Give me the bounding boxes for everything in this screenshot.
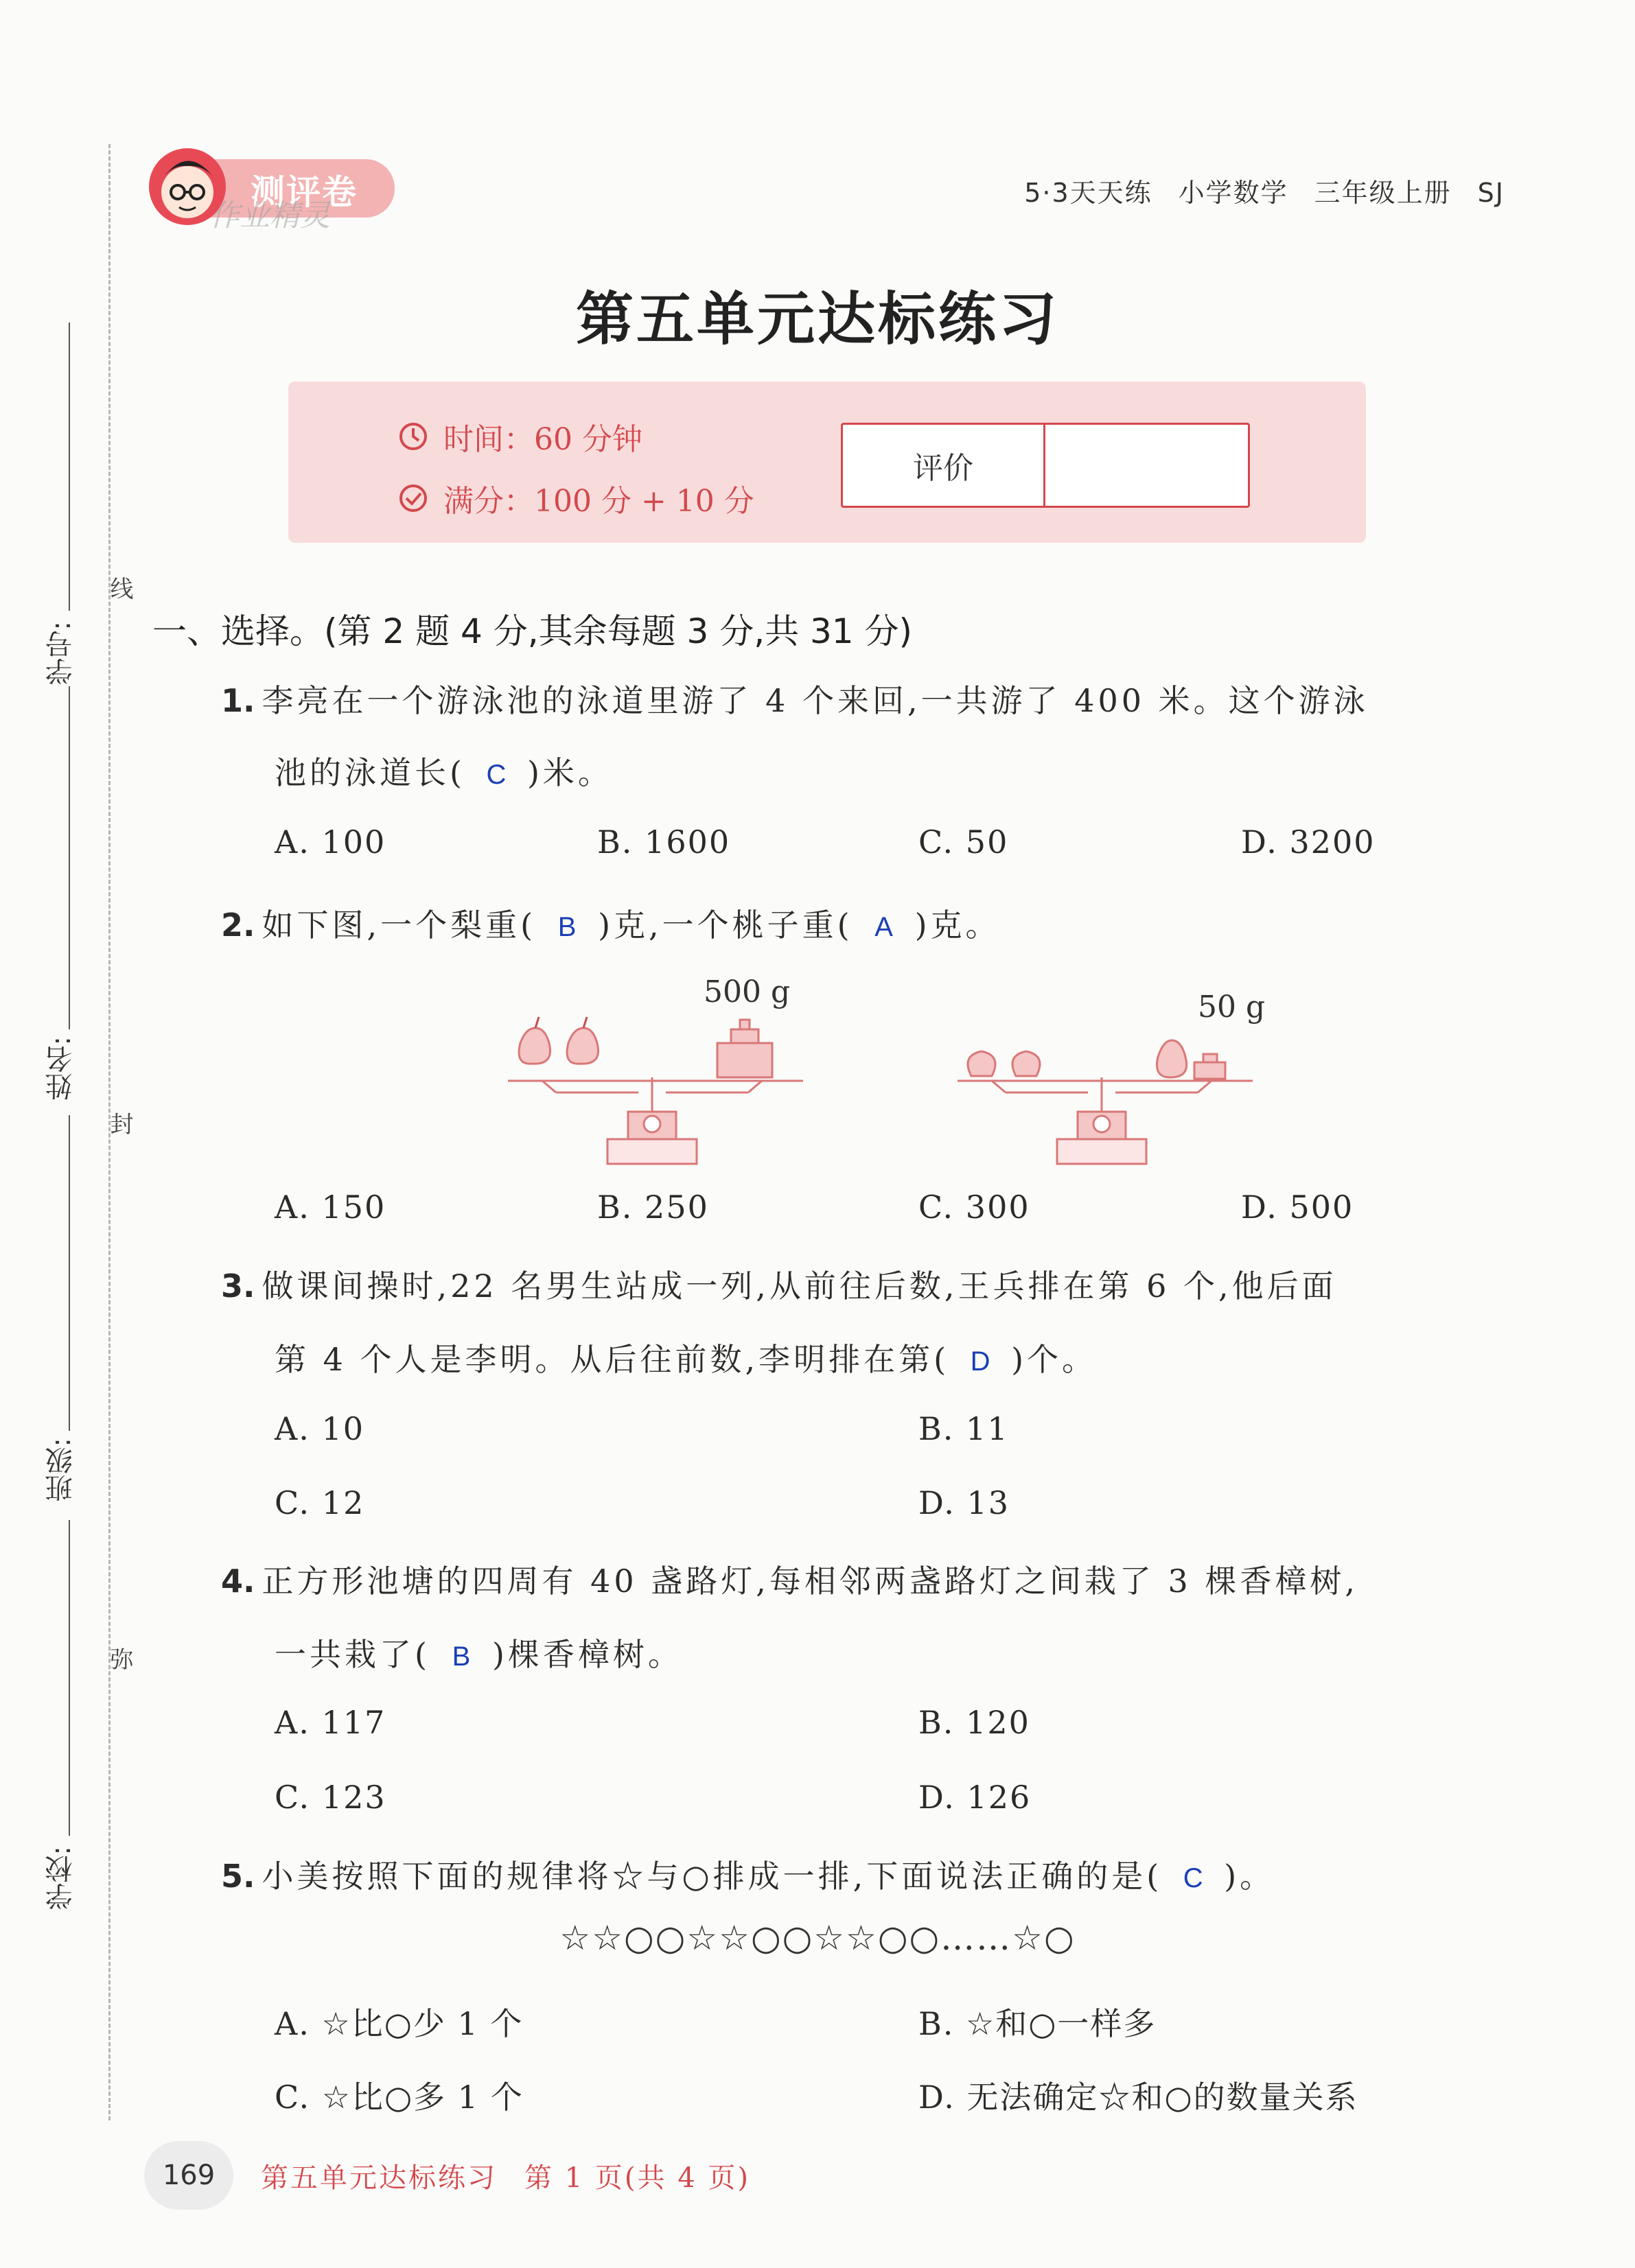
question-1-line-1 [221, 676, 1369, 721]
option-d: D. 3200 [1241, 823, 1376, 861]
test-badge [148, 144, 398, 233]
answer: B [557, 912, 577, 942]
question-4-line-1 [221, 1556, 1358, 1602]
question-number: 3. [221, 1267, 255, 1305]
series-name: 5·3天天练 [1024, 178, 1152, 208]
question-text: )米。 [526, 754, 613, 791]
evaluation-box [841, 423, 1250, 508]
question-text: 小美按照下面的规律将☆与○排成一排,下面说法正确的是( [262, 1858, 1163, 1895]
class-line [69, 1115, 70, 1431]
question-3-line-2 [275, 1335, 1097, 1380]
question-number: 5. [221, 1858, 255, 1895]
question-text: 一共栽了( [275, 1636, 430, 1673]
scale-2-weight-label: 50 g [1198, 990, 1266, 1025]
subject-name: 小学数学 [1178, 178, 1288, 208]
badge-label: 测评卷 [251, 172, 358, 212]
answer: D [970, 1346, 990, 1377]
scale-illustration-1 [501, 974, 817, 1167]
class-label: 班级: [45, 1438, 77, 1502]
question-number: 4. [221, 1563, 255, 1600]
question-text: 如下图,一个梨重( [262, 907, 537, 944]
footer [261, 2156, 750, 2195]
option-c: C. ☆比○多 1 个 [275, 2079, 524, 2116]
question-text: 正方形池塘的四周有 40 盏路灯,每相邻两盏路灯之间栽了 3 棵香樟树, [262, 1563, 1359, 1600]
option-b: B. 250 [597, 1189, 709, 1226]
question-text: )。 [1224, 1858, 1275, 1895]
check-icon [398, 483, 428, 513]
question-text: )克,一个桃子重( [598, 907, 853, 944]
answer: B [452, 1641, 471, 1672]
page-title: 第五单元达标练习 [575, 285, 1059, 353]
question-text: )棵香樟树。 [491, 1636, 683, 1673]
option-a: A. 150 [275, 1189, 386, 1226]
option-d: D. 无法确定☆和○的数量关系 [918, 2079, 1358, 2116]
info-box [288, 382, 1366, 543]
page-number: 169 [144, 2141, 233, 2210]
grade-name: 三年级上册 [1314, 178, 1452, 208]
question-number: 1. [221, 682, 255, 719]
cut-mark-close: 弥 [106, 1647, 133, 1670]
evaluation-value[interactable] [1045, 425, 1248, 506]
scale-1-weight-label: 500 g [704, 974, 791, 1009]
footer-unit: 第五单元达标练习 [261, 2162, 497, 2194]
badge-watermark: 作业精灵 [209, 198, 330, 233]
student-id-line [69, 323, 70, 611]
option-b: B. 120 [918, 1704, 1030, 1741]
question-2-line-1 [221, 900, 1001, 946]
section-heading: 一、选择。(第 2 题 4 分,其余每题 3 分,共 31 分) [152, 611, 913, 651]
school-line [69, 1520, 70, 1836]
option-c: C. 12 [275, 1484, 365, 1521]
answer: C [1183, 1863, 1203, 1893]
option-c: C. 300 [918, 1189, 1030, 1226]
question-text: )克。 [914, 907, 1001, 944]
option-a: A. 100 [275, 823, 386, 861]
question-text: 做课间操时,22 名男生站成一列,从前往后数,王兵排在第 6 个,他后面 [262, 1267, 1337, 1305]
name-line [69, 686, 70, 1029]
school-label: 学校: [45, 1846, 77, 1910]
footer-page: 第 1 页(共 4 页) [524, 2162, 750, 2194]
question-4-line-2 [275, 1630, 683, 1675]
option-a: A. 10 [275, 1410, 364, 1447]
option-b: B. ☆和○一样多 [918, 2005, 1157, 2042]
clock-icon [398, 421, 428, 452]
question-1-line-2 [275, 748, 613, 793]
score-text: 满分：100 分 + 10 分 [443, 484, 754, 519]
option-b: B. 1600 [597, 823, 731, 861]
cut-mark-line: 线 [106, 576, 133, 600]
question-number: 2. [221, 907, 255, 944]
question-text: )个。 [1011, 1341, 1098, 1378]
question-text: 李亮在一个游泳池的泳道里游了 4 个来回,一共游了 400 米。这个游泳 [262, 682, 1369, 719]
option-c: C. 123 [275, 1779, 386, 1816]
option-c: C. 50 [918, 823, 1009, 861]
score-row [398, 476, 754, 520]
time-row [398, 414, 642, 458]
book-header [1024, 172, 1505, 209]
option-a: A. 117 [275, 1704, 386, 1741]
time-text: 时间：60 分钟 [443, 422, 642, 457]
answer: C [486, 760, 507, 790]
question-5-line-1 [221, 1851, 1275, 1897]
question-text: 第 4 个人是李明。从后往前数,李明排在第( [275, 1341, 950, 1378]
star-circle-sequence: ☆☆○○☆☆○○☆☆○○……☆○ [559, 1918, 1076, 1958]
question-3-line-1 [221, 1261, 1337, 1307]
edition-name: SJ [1477, 178, 1505, 208]
option-d: D. 13 [918, 1484, 1010, 1521]
question-text: 池的泳道长( [275, 754, 465, 791]
cut-mark-seal: 封 [106, 1112, 133, 1135]
answer: A [874, 912, 893, 942]
evaluation-label: 评价 [843, 425, 1045, 506]
option-b: B. 11 [918, 1410, 1009, 1447]
name-label: 姓名: [45, 1036, 77, 1101]
scale-illustration-2 [951, 974, 1266, 1167]
student-id-label: 学号: [45, 621, 77, 686]
option-d: D. 126 [918, 1779, 1032, 1816]
option-d: D. 500 [1241, 1189, 1354, 1226]
option-a: A. ☆比○少 1 个 [275, 2005, 524, 2042]
